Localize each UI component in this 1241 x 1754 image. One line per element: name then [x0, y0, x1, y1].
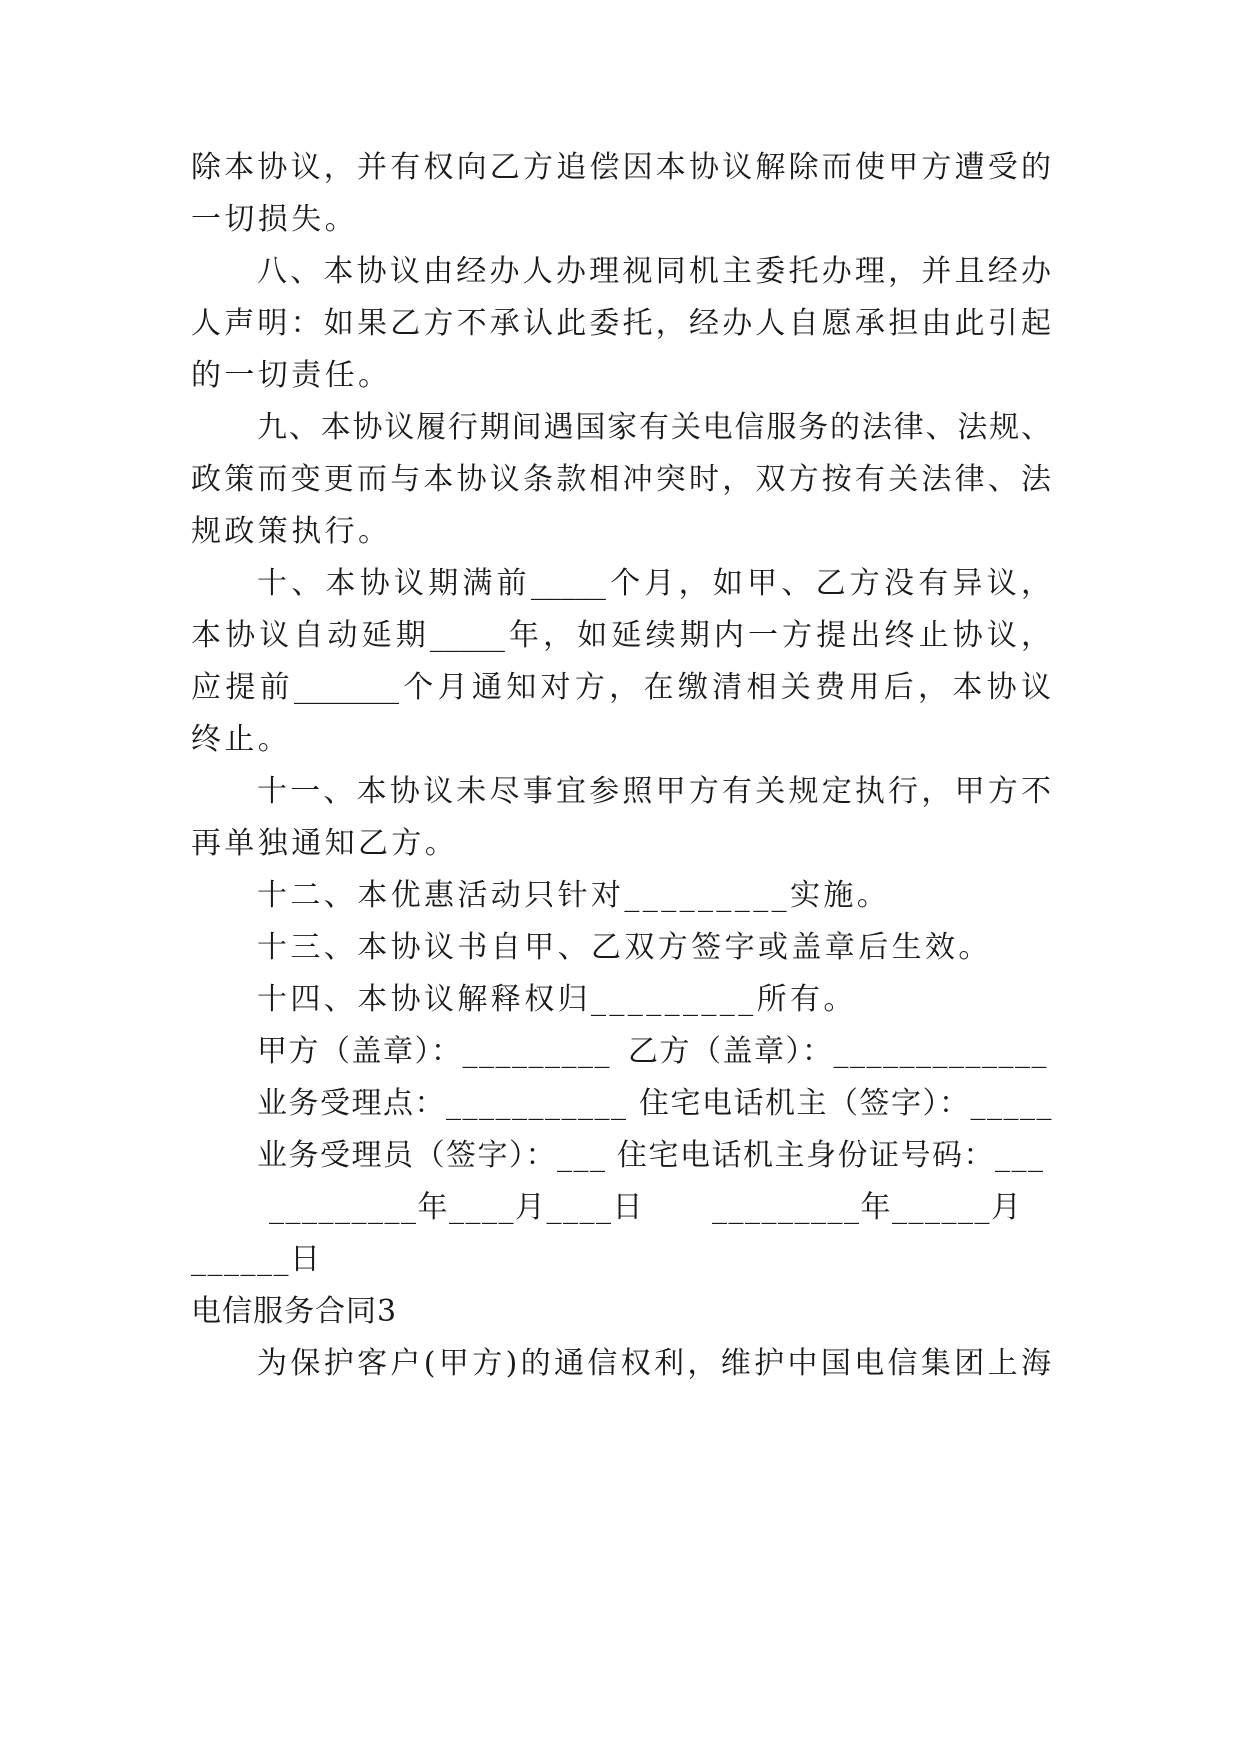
paragraph-line: 政策而变更而与本协议条款相冲突时，双方按有关法律、法 — [191, 462, 1051, 497]
section-title: 电信服务合同3 — [191, 1294, 398, 1329]
party-b-seal-field: 乙方（盖章）：_____________ — [628, 1034, 1048, 1069]
clause-12: 十二、本优惠活动只针对_________实施。 — [257, 878, 891, 913]
clause-13: 十三、本协议书自甲、乙双方签字或盖章后生效。 — [257, 930, 992, 965]
service-point-field: 业务受理点：___________ — [257, 1086, 628, 1121]
phone-owner-signature-field: 住宅电话机主（签字）：_____ — [639, 1086, 1053, 1121]
clause-8: 八、本协议由经办人办理视同机主委托办理，并且经办 — [257, 254, 1051, 289]
paragraph-line: 除本协议，并有权向乙方追偿因本协议解除而使甲方遭受的 — [191, 150, 1051, 185]
paragraph-line: 规政策执行。 — [191, 514, 392, 549]
clerk-signature-field: 业务受理员（签字）：___ — [257, 1138, 607, 1173]
paragraph-line: 再单独通知乙方。 — [191, 826, 459, 861]
clause-9: 九、本协议履行期间遇国家有关电信服务的法律、法规、 — [257, 410, 1051, 445]
intro-paragraph: 为保护客户(甲方)的通信权利，维护中国电信集团上海 — [257, 1346, 1051, 1381]
clause-11: 十一、本协议未尽事宜参照甲方有关规定执行，甲方不 — [257, 774, 1051, 809]
clause-10: 十、本协议期满前_____个月，如甲、乙方没有异议， — [257, 566, 1051, 601]
paragraph-line: 的一切责任。 — [191, 358, 392, 393]
clause-14: 十四、本协议解释权归_________所有。 — [257, 982, 857, 1017]
paragraph-line: 应提前_______个月通知对方，在缴清相关费用后，本协议 — [191, 670, 1051, 705]
paragraph-line: 人声明：如果乙方不承认此委托，经办人自愿承担由此引起 — [191, 306, 1051, 341]
date-field-party-b-day: ______日 — [191, 1242, 322, 1277]
owner-id-number-field: 住宅电话机主身份证号码：___ — [617, 1138, 1045, 1173]
paragraph-line: 终止。 — [191, 722, 292, 757]
paragraph-line: 一切损失。 — [191, 202, 358, 237]
date-field-party-b: _________年______月 — [712, 1190, 1023, 1225]
party-a-seal-field: 甲方（盖章）：_________ — [257, 1034, 611, 1069]
date-field-party-a: _________年____月____日 — [269, 1190, 644, 1225]
paragraph-line: 本协议自动延期_____年，如延续期内一方提出终止协议， — [191, 618, 1051, 653]
